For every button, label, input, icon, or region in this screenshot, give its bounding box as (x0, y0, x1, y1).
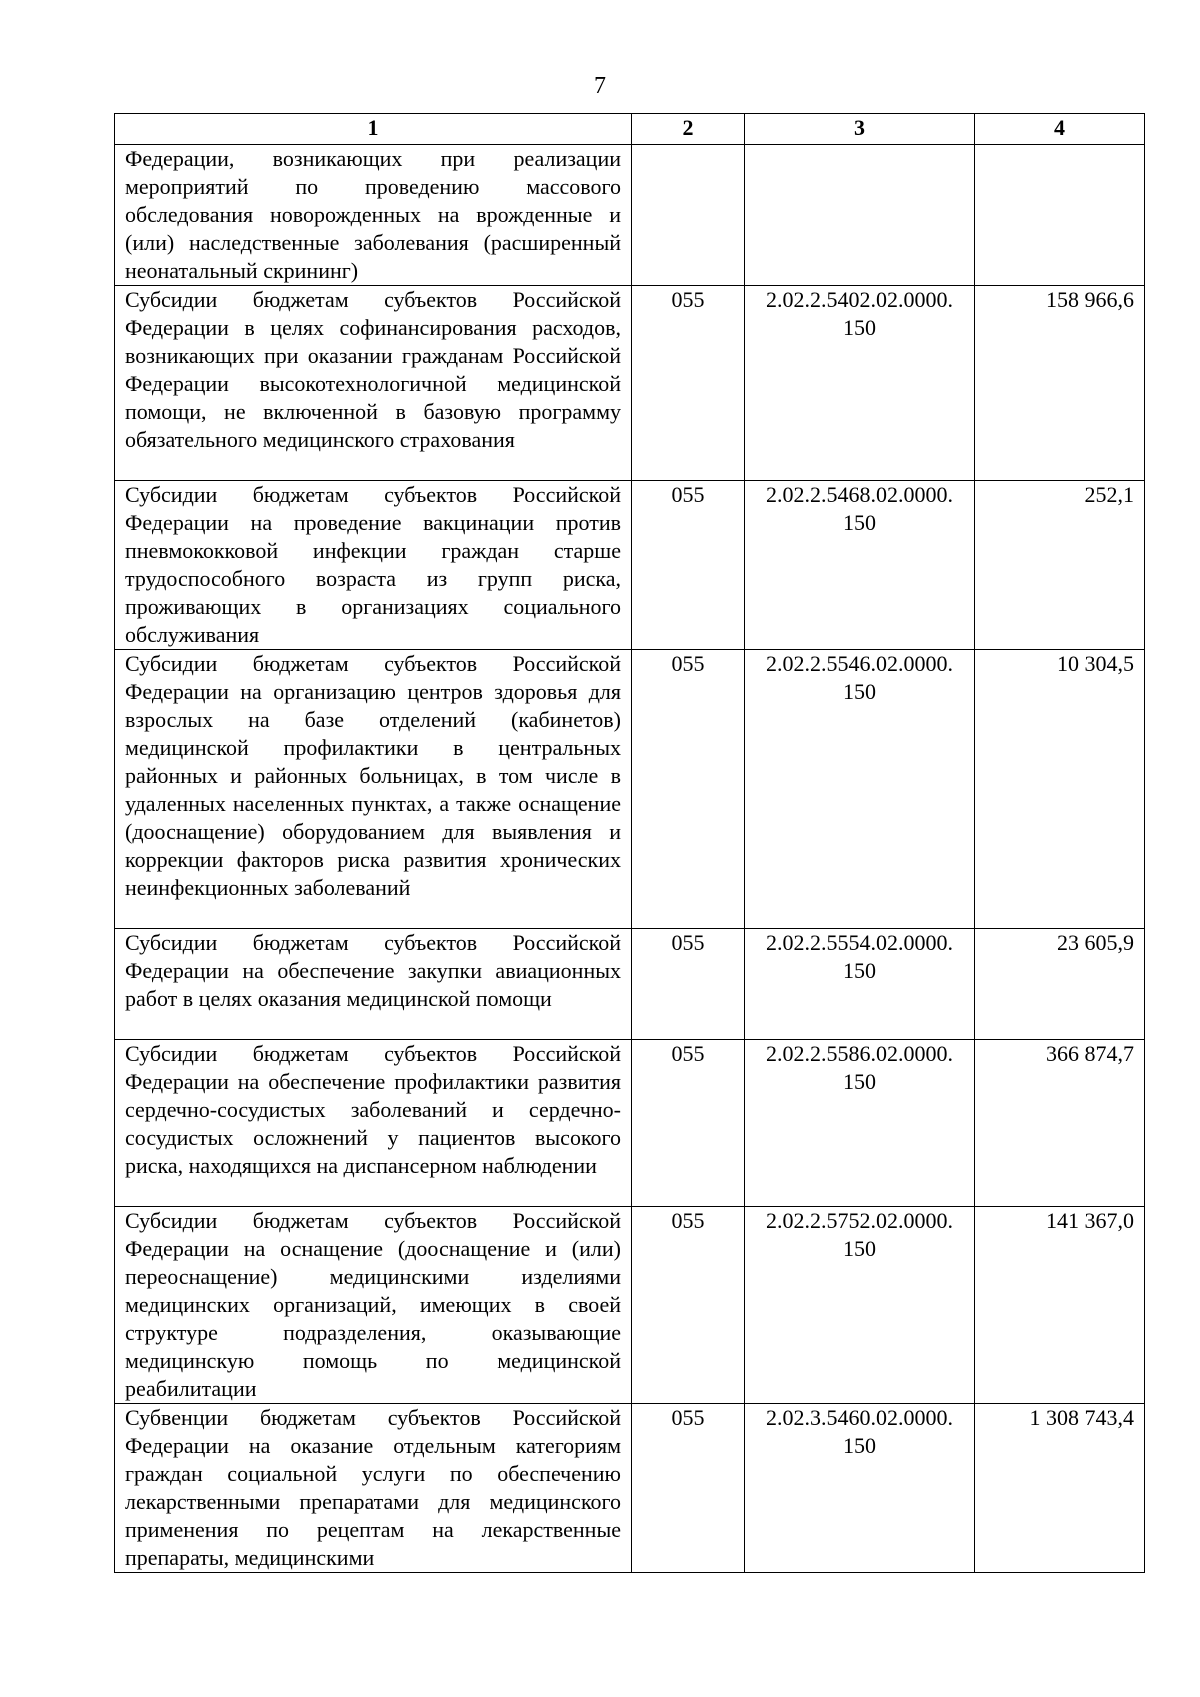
row-description: Субсидии бюджетам субъектов Российской Федерации в целях софинансирования расходов, возникающих при оказании гражданам Российской Федерации высокотехнологичной медицинской помощи, не включенной в базовую программу обязательного медицинского страхования (115, 286, 632, 481)
row-description: Субсидии бюджетам субъектов Российской Федерации на оснащение (дооснащение и (или) переоснащение) медицинскими изделиями медицинских организаций, имеющих в своей структуре подразделения, оказывающие медицинскую помощь по медицинской реабилитации (115, 1207, 632, 1404)
row-amount: 23 605,9 (975, 929, 1145, 1040)
row-admin-code: 055 (632, 481, 745, 650)
budget-revenue-table (114, 113, 1145, 1573)
row-amount: 141 367,0 (975, 1207, 1145, 1404)
page-number: 7 (594, 73, 606, 99)
row-admin-code: 055 (632, 1404, 745, 1573)
row-description: Федерации, возникающих при реализации мероприятий по проведению массового обследования новорожденных на врожденные и (или) наследственные заболевания (расширенный неонатальный скрининг) (115, 145, 632, 286)
table-row (115, 929, 1145, 1040)
row-description: Субсидии бюджетам субъектов Российской Федерации на обеспечение профилактики развития сердечно-сосудистых заболеваний и сердечно-сосудистых осложнений у пациентов высокого риска, находящихся на диспансерном наблюдении (115, 1040, 632, 1207)
table-row (115, 650, 1145, 929)
row-revenue-code: 2.02.2.5546.02.0000. 150 (745, 650, 975, 929)
row-admin-code: 055 (632, 1040, 745, 1207)
row-amount (975, 145, 1145, 286)
row-revenue-code: 2.02.2.5402.02.0000. 150 (745, 286, 975, 481)
row-revenue-code: 2.02.2.5554.02.0000. 150 (745, 929, 975, 1040)
row-description: Субсидии бюджетам субъектов Российской Федерации на обеспечение закупки авиационных работ в целях оказания медицинской помощи (115, 929, 632, 1040)
row-revenue-code: 2.02.2.5586.02.0000. 150 (745, 1040, 975, 1207)
table-row (115, 145, 1145, 286)
header-col-1: 1 (115, 114, 632, 145)
row-revenue-code: 2.02.3.5460.02.0000. 150 (745, 1404, 975, 1573)
header-col-3: 3 (745, 114, 975, 145)
row-admin-code: 055 (632, 929, 745, 1040)
row-amount: 1 308 743,4 (975, 1404, 1145, 1573)
row-revenue-code: 2.02.2.5752.02.0000. 150 (745, 1207, 975, 1404)
table-row (115, 481, 1145, 650)
row-description: Субвенции бюджетам субъектов Российской Федерации на оказание отдельным категориям граждан социальной услуги по обеспечению лекарственными препаратами для медицинского применения по рецептам на лекарственные препараты, медицинскими (115, 1404, 632, 1573)
row-description: Субсидии бюджетам субъектов Российской Федерации на организацию центров здоровья для взрослых на базе отделений (кабинетов) медицинской профилактики в центральных районных и районных больницах, в том числе в удаленных населенных пунктах, а также оснащение (дооснащение) оборудованием для выявления и коррекции факторов риска развития хронических неинфекционных заболеваний (115, 650, 632, 929)
table-row (115, 286, 1145, 481)
row-amount: 366 874,7 (975, 1040, 1145, 1207)
row-admin-code (632, 145, 745, 286)
row-admin-code: 055 (632, 286, 745, 481)
row-revenue-code: 2.02.2.5468.02.0000. 150 (745, 481, 975, 650)
table-header-row (115, 114, 1145, 145)
table-row (115, 1040, 1145, 1207)
row-admin-code: 055 (632, 1207, 745, 1404)
row-amount: 252,1 (975, 481, 1145, 650)
row-revenue-code (745, 145, 975, 286)
row-admin-code: 055 (632, 650, 745, 929)
table-row (115, 1207, 1145, 1404)
row-description: Субсидии бюджетам субъектов Российской Федерации на проведение вакцинации против пневмококковой инфекции граждан старше трудоспособного возраста из групп риска, проживающих в организациях социального обслуживания (115, 481, 632, 650)
row-amount: 158 966,6 (975, 286, 1145, 481)
header-col-2: 2 (632, 114, 745, 145)
row-amount: 10 304,5 (975, 650, 1145, 929)
table-row (115, 1404, 1145, 1573)
header-col-4: 4 (975, 114, 1145, 145)
